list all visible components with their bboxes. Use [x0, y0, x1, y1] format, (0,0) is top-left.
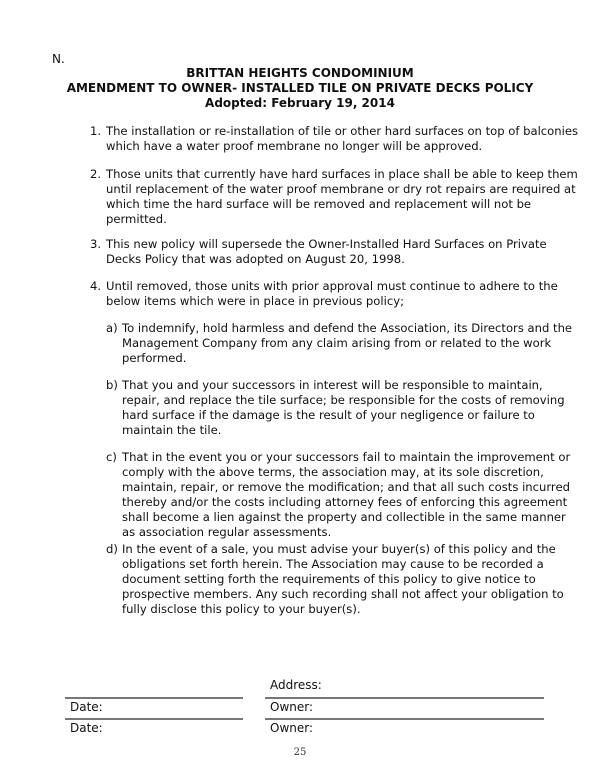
item-number: d)	[106, 542, 118, 556]
signature-line	[65, 697, 243, 699]
item-text	[106, 167, 578, 227]
document-title: BRITTAN HEIGHTS CONDOMINIUM	[186, 66, 414, 80]
item-text	[106, 124, 578, 154]
document-subtitle: AMENDMENT TO OWNER- INSTALLED TILE ON PRIVATE DECKS POLICY	[66, 81, 534, 95]
date-label: Date:	[70, 721, 103, 735]
owner-label: Owner:	[270, 721, 314, 735]
item-text-line: In the event of a sale, you must advise your buyer(s) of this policy and the	[122, 542, 556, 556]
item-text-line: which have a water proof membrane no longer will be approved.	[106, 139, 483, 153]
item-text	[106, 279, 558, 309]
item-text-line: maintain, repair, or remove the modification; and that all such costs incurred	[122, 480, 570, 494]
item-text-line: shall become a lien against the property and collectible in the same manner	[122, 510, 566, 524]
item-text-line: That in the event you or your successors fail to maintain the improvement or	[122, 450, 571, 464]
date-label: Date:	[70, 700, 103, 714]
owner-label: Owner:	[270, 700, 314, 714]
item-text-line: Those units that currently have hard surfaces in place shall be able to keep them	[106, 167, 578, 181]
signature-line	[265, 718, 544, 720]
page-number: 25	[293, 747, 307, 758]
item-text	[122, 542, 564, 617]
signature-line	[65, 718, 243, 720]
item-text-line: performed.	[122, 351, 187, 365]
item-number: b)	[106, 378, 118, 392]
item-number: 2.	[90, 167, 102, 181]
item-text-line: which time the hard surface will be removed and replacement will not be	[106, 197, 532, 211]
signature-line	[265, 697, 544, 699]
address-label: Address:	[270, 678, 322, 692]
item-text-line: below items which were in place in previous policy;	[106, 294, 404, 308]
adopted-date: Adopted: February 19, 2014	[205, 96, 395, 110]
item-text-line: To indemnify, hold harmless and defend the Association, its Directors and the	[122, 321, 573, 335]
item-text-line: This new policy will supersede the Owner-Installed Hard Surfaces on Private	[106, 237, 547, 251]
item-text	[122, 321, 572, 366]
item-number: c)	[106, 450, 117, 464]
item-text-line: Management Company from any claim arising from or related to the work	[122, 336, 552, 350]
item-text-line: prospective members. Any such recording shall not affect your obligation to	[122, 587, 564, 601]
item-text-line: obligations set forth herein. The Association may cause to be recorded a	[122, 557, 544, 571]
item-text-line: That you and your successors in interest will be responsible to maintain,	[122, 378, 543, 392]
item-text-line: as association regular assessments.	[122, 525, 332, 539]
item-text-line: maintain the tile.	[122, 423, 222, 437]
item-text-line: Until removed, those units with prior approval must continue to adhere to the	[106, 279, 558, 293]
item-text-line: hard surface if the damage is the result of your negligence or failure to	[122, 408, 535, 422]
item-text-line: The installation or re-installation of tile or other hard surfaces on top of balconies	[106, 124, 579, 138]
item-number: 3.	[90, 237, 102, 251]
item-text	[122, 450, 570, 540]
item-text-line: fully disclose this policy to your buyer(s).	[122, 602, 361, 616]
item-number: 4.	[90, 279, 102, 293]
section-mark: N.	[52, 52, 65, 66]
item-text-line: permitted.	[106, 212, 167, 226]
item-text	[106, 237, 547, 267]
item-text-line: document setting forth the requirements of this policy to give notice to	[122, 572, 536, 586]
item-number: 1.	[90, 124, 102, 138]
item-number: a)	[106, 321, 118, 335]
item-text-line: thereby and/or the costs including attorney fees of enforcing this agreement	[122, 495, 568, 509]
item-text-line: repair, and replace the tile surface; be responsible for the costs of removing	[122, 393, 565, 407]
item-text-line: Decks Policy that was adopted on August 20, 1998.	[106, 252, 405, 266]
item-text	[122, 378, 565, 438]
item-text-line: comply with the above terms, the association may, at its sole discretion,	[122, 465, 544, 479]
item-text-line: until replacement of the water proof membrane or dry rot repairs are required at	[106, 182, 576, 196]
